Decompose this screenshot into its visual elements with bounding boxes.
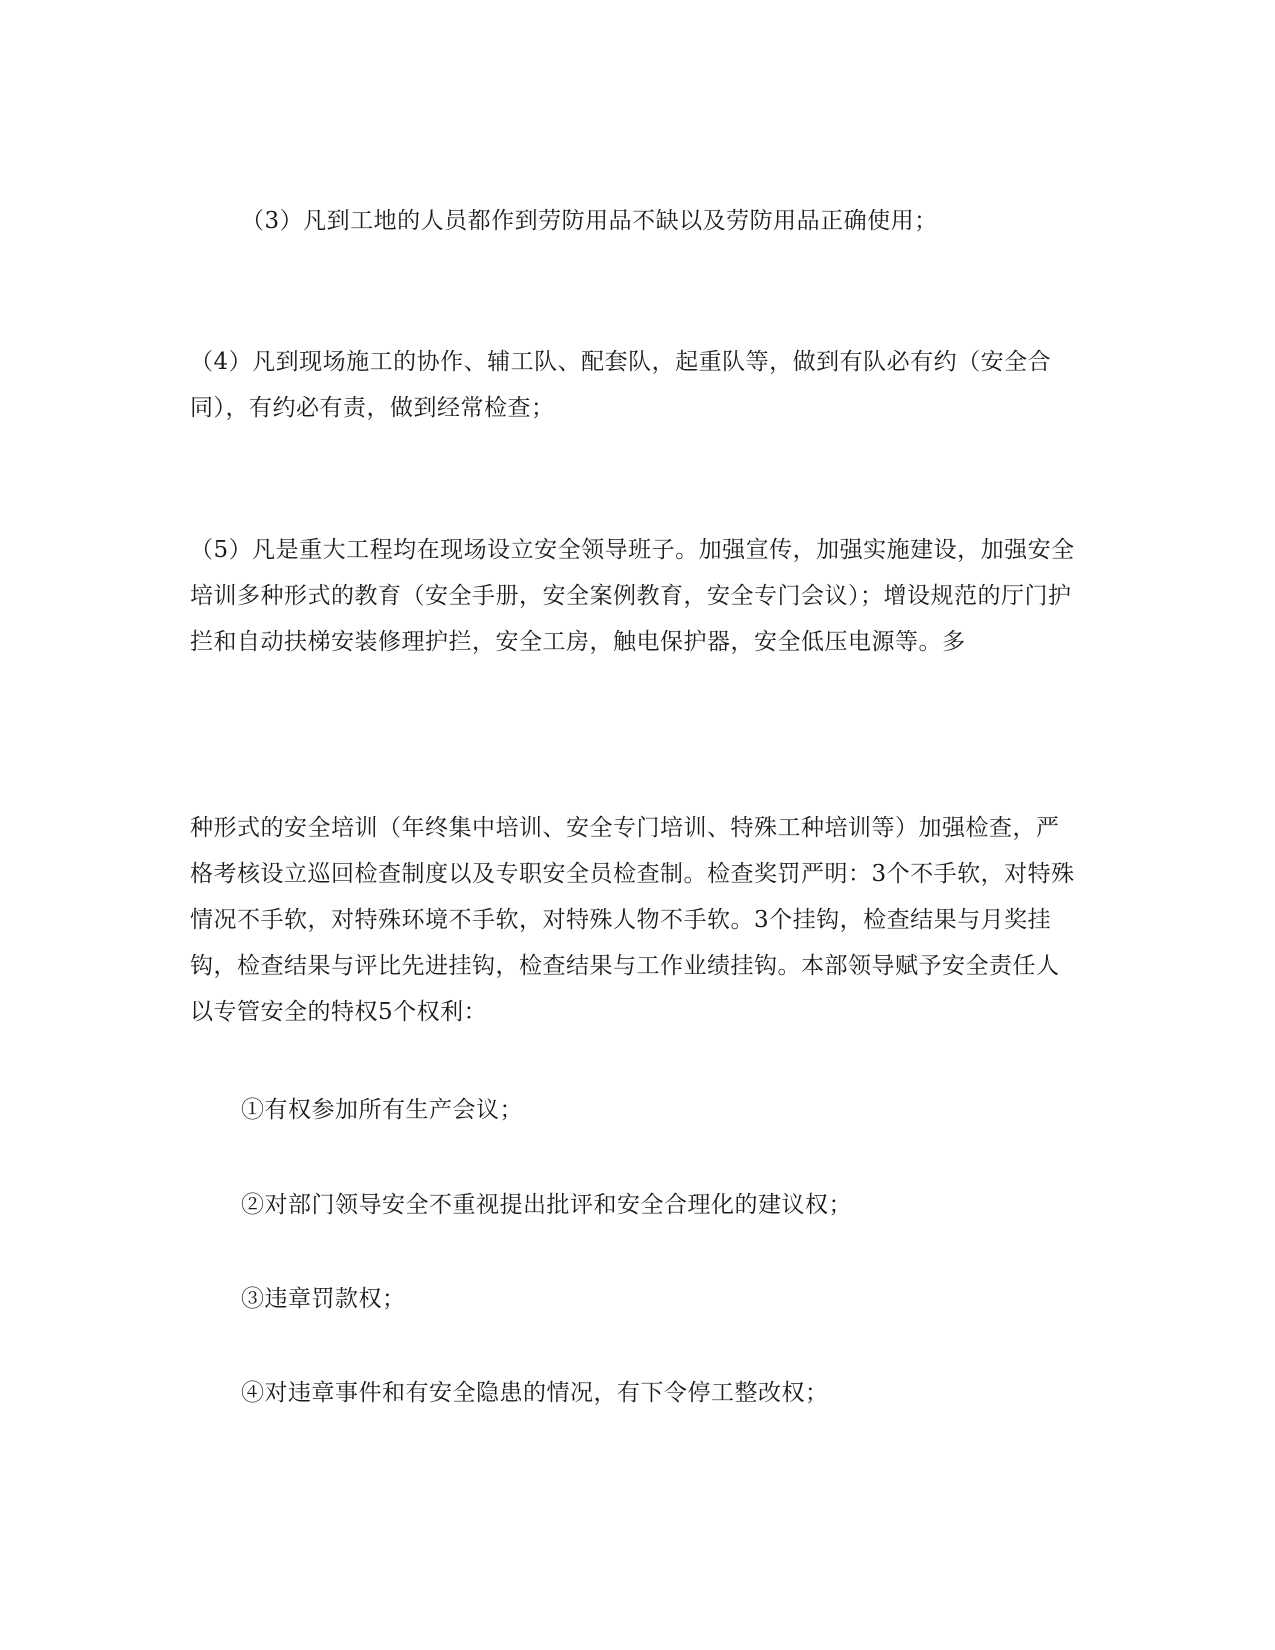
right-item-3: ③违章罚款权； <box>241 1286 406 1312</box>
right-item-1: ①有权参加所有生产会议； <box>241 1097 523 1123</box>
right-item-4: ④对违章事件和有安全隐患的情况，有下令停工整改权； <box>241 1380 829 1406</box>
right-item-2: ②对部门领导安全不重视提出批评和安全合理化的建议权； <box>241 1192 852 1218</box>
paragraph-item-5: （5）凡是重大工程均在现场设立安全领导班子。加强宣传，加强实施建设，加强安全培训多种形式的教育（安全手册，安全案例教育，安全专门会议）；增设规范的厅门护拦和自动扶梯安装修理护拦，安全工房，触电保护器，安全低压电源等。多 <box>190 537 1075 655</box>
paragraph-item-4: （4）凡到现场施工的协作、辅工队、配套队，起重队等，做到有队必有约（安全合同），有约必有责，做到经常检查； <box>190 349 1052 421</box>
paragraph-training: 种形式的安全培训（年终集中培训、安全专门培训、特殊工种培训等）加强检查，严格考核设立巡回检查制度以及专职安全员检查制。检查奖罚严明：3个不手软，对特殊情况不手软，对特殊环境不手软，对特殊人物不手软。3个挂钩，检查结果与月奖挂钩，检查结果与评比先进挂钩，检查结果与工作业绩挂钩。本部领导赋予安全责任人以专管安全的特权5个权利： <box>190 815 1075 1025</box>
paragraph-item-3: （3）凡到工地的人员都作到劳防用品不缺以及劳防用品正确使用； <box>241 208 938 234</box>
